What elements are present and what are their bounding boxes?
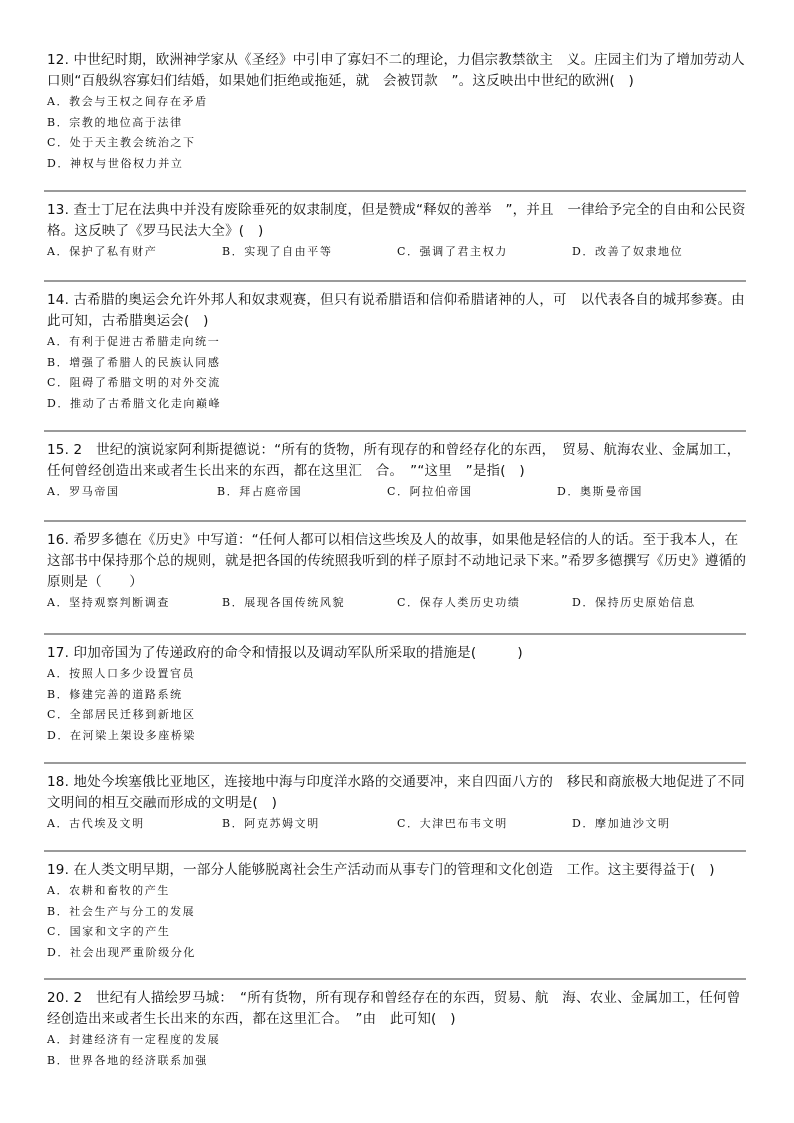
- question-14: [47, 290, 747, 414]
- options-row: [47, 482, 747, 503]
- question-stem: 13. 查士丁尼在法典中并没有废除垂死的奴隶制度，但是赞成“释奴的善举 ”，并且 一律给予完全的自由和公民资格。这反映了《罗马民法大全》( ): [47, 202, 746, 239]
- option-d: D．在河梁上架设多座桥梁: [47, 728, 197, 742]
- divider: [44, 280, 746, 282]
- option-a: A．罗马帝国: [47, 485, 120, 498]
- option-c: C．阻碍了希腊文明的对外交流: [47, 376, 221, 389]
- option-d: D．奥斯曼帝国: [557, 485, 644, 498]
- option-c: C．阿拉伯帝国: [387, 485, 473, 498]
- option-a: A．按照人口多少设置官员: [47, 667, 196, 680]
- divider: [44, 190, 746, 192]
- option-a: A．坚持观察判断调查: [47, 596, 170, 609]
- option-a: A．保护了私有财产: [47, 245, 158, 258]
- option-b: B．社会生产与分工的发展: [47, 904, 196, 918]
- option-b: B．阿克苏姆文明: [222, 817, 320, 830]
- question-16: [47, 530, 747, 614]
- option-c: C．全部居民迁移到新地区: [47, 708, 196, 721]
- option-b: B．修建完善的道路系统: [47, 687, 183, 701]
- option-d: D．神权与世俗权力并立: [47, 156, 184, 170]
- option-a: A．教会与王权之间存在矛盾: [47, 95, 208, 108]
- option-c: C．保存人类历史功绩: [397, 596, 521, 609]
- option-b: B．宗教的地位高于法律: [47, 115, 183, 129]
- option-b: B．拜占庭帝国: [217, 485, 303, 498]
- option-d: D．摩加迪沙文明: [572, 817, 671, 830]
- question-13: [47, 200, 747, 263]
- question-stem: 16. 希罗多德在《历史》中写道：“任何人都可以相信这些埃及人的故事，如果他是轻信的人的话。至于我本人，在这部书中保持那个总的规则，就是把各国的传统照我听到的样子原封不动地记录下来。”希罗多德撰写《历史》遵循的原则是（ ）: [47, 532, 747, 590]
- question-18: [47, 772, 747, 835]
- divider: [44, 520, 746, 522]
- option-c: C．国家和文字的产生: [47, 925, 171, 938]
- option-a: A．封建经济有一定程度的发展: [47, 1033, 221, 1046]
- question-20: [47, 988, 747, 1071]
- option-c: C．大津巴布韦文明: [397, 817, 508, 830]
- divider: [44, 762, 746, 764]
- question-stem: 18. 地处今埃塞俄比亚地区，连接地中海与印度洋水路的交通要冲，来自四面八方的 移民和商旅极大地促进了不同文明间的相互交融而形成的文明是( ): [47, 774, 745, 811]
- option-d: D．保持历史原始信息: [572, 596, 696, 609]
- option-a: A．农耕和畜牧的产生: [47, 884, 170, 897]
- question-19: [47, 860, 747, 963]
- option-b: B．实现了自由平等: [222, 245, 333, 258]
- question-12: [47, 50, 747, 174]
- option-d: D．推动了古希腊文化走向巅峰: [47, 396, 222, 410]
- divider: [44, 850, 746, 852]
- options-row: [47, 593, 747, 614]
- question-stem: 12. 中世纪时期，欧洲神学家从《圣经》中引申了寡妇不二的理论，力倡宗教禁欲主 义。庄园主们为了增加劳动人口则“百般纵容寡妇们结婚，如果她们拒绝或拖延，就 会被罚款 ”。这反映出中世纪的欧洲( ): [47, 52, 745, 89]
- question-stem: 15. 2 世纪的演说家阿利斯提德说：“所有的货物，所有现存的和曾经存化的东西， 贸易、航海农业、金属加工，任何曾经创造出来或者生长出来的东西，都在这里汇 合。 ”“这里 ”是指( ): [47, 442, 741, 479]
- question-17: [47, 643, 747, 746]
- question-stem: 20. 2 世纪有人描绘罗马城： “所有货物，所有现存和曾经存在的东西，贸易、航 海、农业、金属加工，任何曾经创造出来或者生长出来的东西，都在这里汇合。 ”由 此可知( ): [47, 990, 741, 1027]
- option-b: B．世界各地的经济联系加强: [47, 1053, 208, 1067]
- option-c: C．处于天主教会统治之下: [47, 136, 196, 149]
- option-a: A．有利于促进古希腊走向统一: [47, 335, 221, 348]
- question-stem: 19. 在人类文明早期，一部分人能够脱离社会生产活动而从事专门的管理和文化创造 工作。这主要得益于( ): [47, 862, 715, 878]
- option-d: D．改善了奴隶地位: [572, 245, 684, 258]
- option-b: B．增强了希腊人的民族认同感: [47, 355, 221, 369]
- question-stem: 14. 古希腊的奥运会允许外邦人和奴隶观赛，但只有说希腊语和信仰希腊诸神的人，可 以代表各自的城邦参赛。由此可知，古希腊奥运会( ): [47, 292, 745, 329]
- question-15: [47, 440, 747, 503]
- divider: [44, 978, 746, 980]
- options-row: [47, 814, 747, 835]
- option-c: C．强调了君主权力: [397, 245, 508, 258]
- option-a: A．古代埃及文明: [47, 817, 145, 830]
- divider: [44, 430, 746, 432]
- option-d: D．社会出现严重阶级分化: [47, 945, 197, 959]
- divider: [44, 633, 746, 635]
- option-b: B．展现各国传统风貌: [222, 596, 346, 609]
- options-row: [47, 242, 747, 263]
- question-stem: 17. 印加帝国为了传递政府的命令和情报以及调动军队所采取的措施是( ): [47, 645, 523, 661]
